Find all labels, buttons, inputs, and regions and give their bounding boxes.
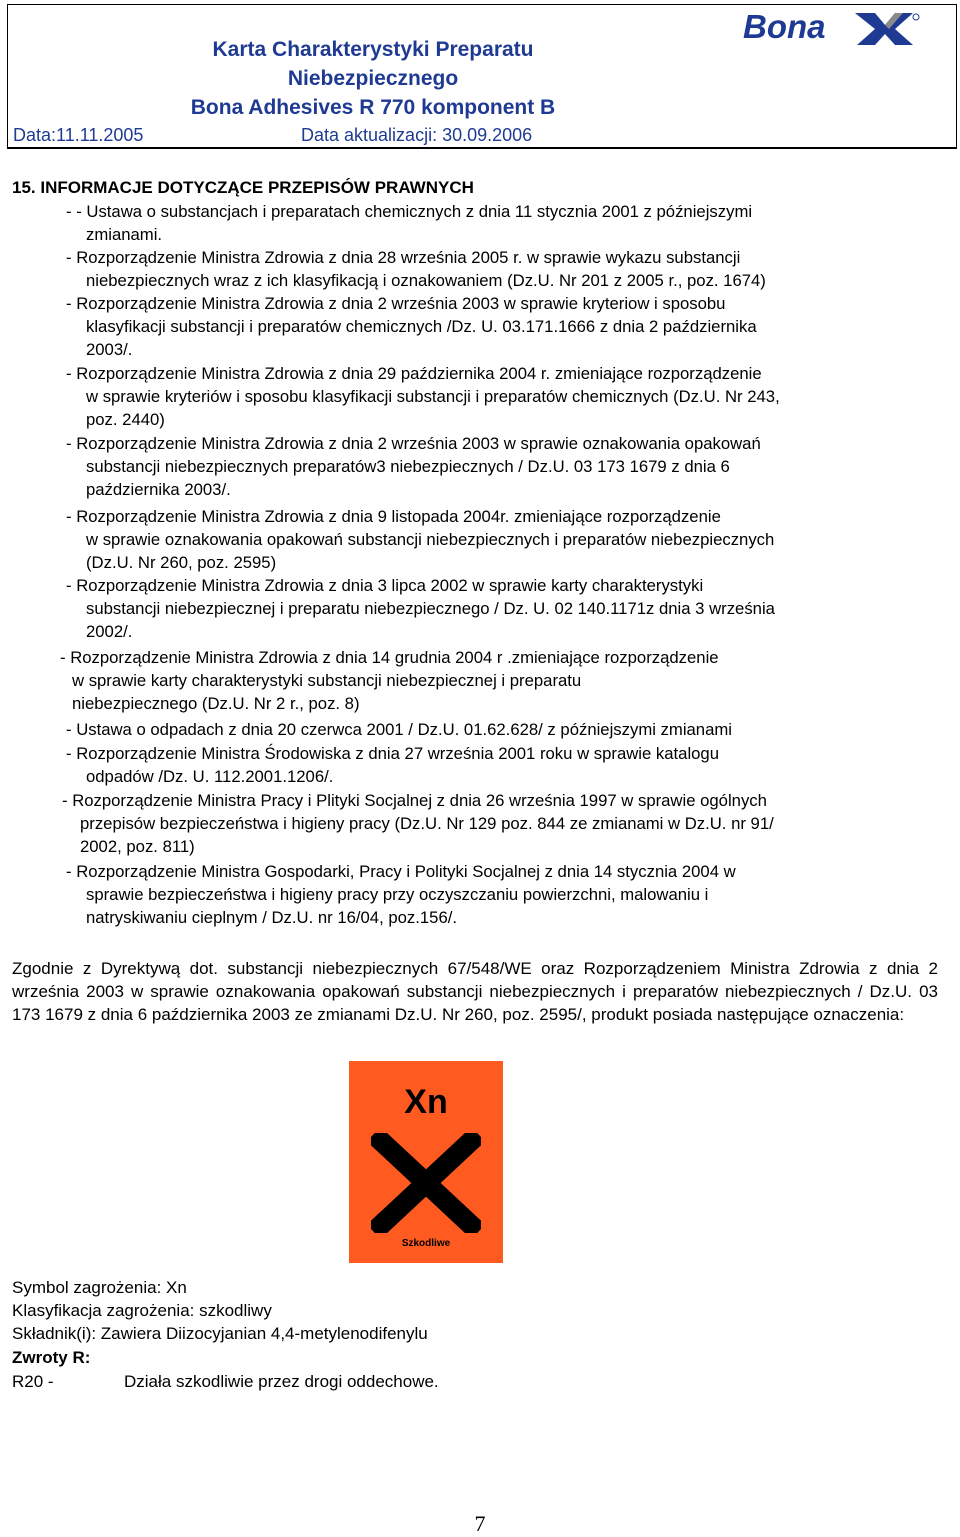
list-item [66,860,736,929]
product-name: Bona Adhesives R 770 komponent B [190,96,556,119]
list-item-line: października 2003/. [86,480,231,499]
directive-paragraph: Zgodnie z Dyrektywą dot. substancji niebezpiecznych 67/548/WE oraz Rozporządzeniem Ministra Zdrowia z dnia 2 września 2003 w sprawie oznakowania opakowań substancji niebezpiecznych i preparatów niebezpiecznych / Dz.U. 03 173 1679 z dnia 6 października 2003 ze zmianami Dz.U. Nr 260, poz. 2595/, produkt posiada następujące oznaczenia: [12,959,938,1024]
list-item [66,574,775,643]
list-item-line: - Ustawa o odpadach z dnia 20 czerwca 2001 / Dz.U. 01.62.628/ z późniejszymi zmianami [66,720,732,739]
issue-date: Data:11.11.2005 [13,125,144,145]
list-item-line: klasyfikacji substancji i preparatów chemicznych /Dz. U. 03.171.1666 z dnia 2 października [86,317,757,336]
header-divider [7,147,957,149]
list-item [62,789,774,858]
hazard-code: Xn [404,1083,448,1121]
list-item-line: w sprawie kryteriów i sposobu klasyfikacji substancji i preparatów chemicznych (Dz.U. Nr 243, [86,387,780,406]
list-item [66,246,766,292]
document-title-line-2: Niebezpiecznego [287,67,459,90]
list-item [66,200,752,246]
list-item-line: - Rozporządzenie Ministra Zdrowia z dnia 28 września 2005 r. w sprawie wykazu substancji [66,248,741,267]
r-phrase-code: R20 - [12,1372,54,1391]
list-item [66,718,732,741]
list-item [66,742,719,788]
list-item-line: (Dz.U. Nr 260, poz. 2595) [86,553,277,572]
list-item-line: - Rozporządzenie Ministra Środowiska z dnia 27 września 2001 roku w sprawie katalogu [66,744,719,763]
r-phrases-label: Zwroty R: [12,1348,91,1367]
page-number: 7 [474,1511,486,1536]
list-item-line: - - Ustawa o substancjach i preparatach chemicznych z dnia 11 stycznia 2001 z późniejszymi [66,202,753,221]
list-item-line: substancji niebezpiecznych preparatów3 niebezpiecznych / Dz.U. 03 173 1679 z dnia 6 [86,457,730,476]
list-item-line: w sprawie oznakowania opakowań substancji niebezpiecznych i preparatów niebezpiecznych [86,530,775,549]
hazard-symbol-xn [349,1061,503,1263]
list-item-line: - Rozporządzenie Ministra Zdrowia z dnia 29 października 2004 r. zmieniające rozporządzenie [66,364,762,383]
list-item [66,432,761,501]
x-cross-icon [371,1133,481,1233]
svg-text:Bona: Bona [743,8,826,45]
list-item-line: 2003/. [86,340,133,359]
bona-logo [743,7,923,47]
list-item-line: - Rozporządzenie Ministra Gospodarki, Pracy i Polityki Socjalnej z dnia 14 stycznia 2004 w [66,862,736,881]
hazard-classification-line: Klasyfikacja zagrożenia: szkodliwy [12,1301,272,1320]
list-item-line: - Rozporządzenie Ministra Zdrowia z dnia 2 września 2003 w sprawie oznakowania opakowań [66,434,761,453]
document-header [7,4,957,148]
list-item-line: 2002/. [86,622,133,641]
list-item [60,646,719,715]
document-title-line-1: Karta Charakterystyki Preparatu [212,38,534,61]
section-heading: 15. INFORMACJE DOTYCZĄCE PRZEPISÓW PRAWNYCH [12,178,474,197]
list-item-line: niebezpiecznego (Dz.U. Nr 2 r., poz. 8) [72,694,360,713]
list-item-line: sprawie bezpieczeństwa i higieny pracy przy oczyszczaniu powierzchni, malowaniu i [86,885,709,904]
list-item-line: zmianami. [86,225,163,244]
list-item-line: - Rozporządzenie Ministra Zdrowia z dnia 14 grudnia 2004 r .zmieniające rozporządzenie [60,648,719,667]
list-item [66,505,774,574]
list-item [66,292,757,361]
list-item-line: - Rozporządzenie Ministra Zdrowia z dnia 9 listopada 2004r. zmieniające rozporządzenie [66,507,721,526]
list-item-line: poz. 2440) [86,410,165,429]
list-item-line: - Rozporządzenie Ministra Zdrowia z dnia 2 września 2003 w sprawie kryteriow i sposobu [66,294,726,313]
update-date: Data aktualizacji: 30.09.2006 [301,125,533,145]
list-item-line: przepisów bezpieczeństwa i higieny pracy (Dz.U. Nr 129 poz. 844 ze zmianami w Dz.U. nr 91/ [80,814,774,833]
list-item-line: odpadów /Dz. U. 112.2001.1206/. [86,767,334,786]
list-item-line: - Rozporządzenie Ministra Zdrowia z dnia 3 lipca 2002 w sprawie karty charakterystyki [66,576,704,595]
list-item-line: 2002, poz. 811) [80,837,195,856]
list-item-line: substancji niebezpiecznej i preparatu niebezpiecznego / Dz. U. 02 140.1171z dnia 3 września [86,599,775,618]
list-item [66,362,780,431]
r-phrase-text: Działa szkodliwie przez drogi oddechowe. [124,1372,439,1391]
hazard-label: Szkodliwe [401,1238,451,1249]
list-item-line: niebezpiecznych wraz z ich klasyfikacją i oznakowaniem (Dz.U. Nr 201 z 2005 r., poz. 1674) [86,271,766,290]
hazard-component-line: Składnik(i): Zawiera Diizocyjanian 4,4-metylenodifenylu [12,1324,428,1343]
hazard-symbol-line: Symbol zagrożenia: Xn [12,1278,187,1297]
list-item-line: w sprawie karty charakterystyki substancji niebezpiecznej i preparatu [72,671,582,690]
list-item-line: natryskiwaniu cieplnym / Dz.U. nr 16/04, poz.156/. [86,908,458,927]
list-item-line: - Rozporządzenie Ministra Pracy i Plityki Socjalnej z dnia 26 września 1997 w sprawie ogólnych [62,791,767,810]
